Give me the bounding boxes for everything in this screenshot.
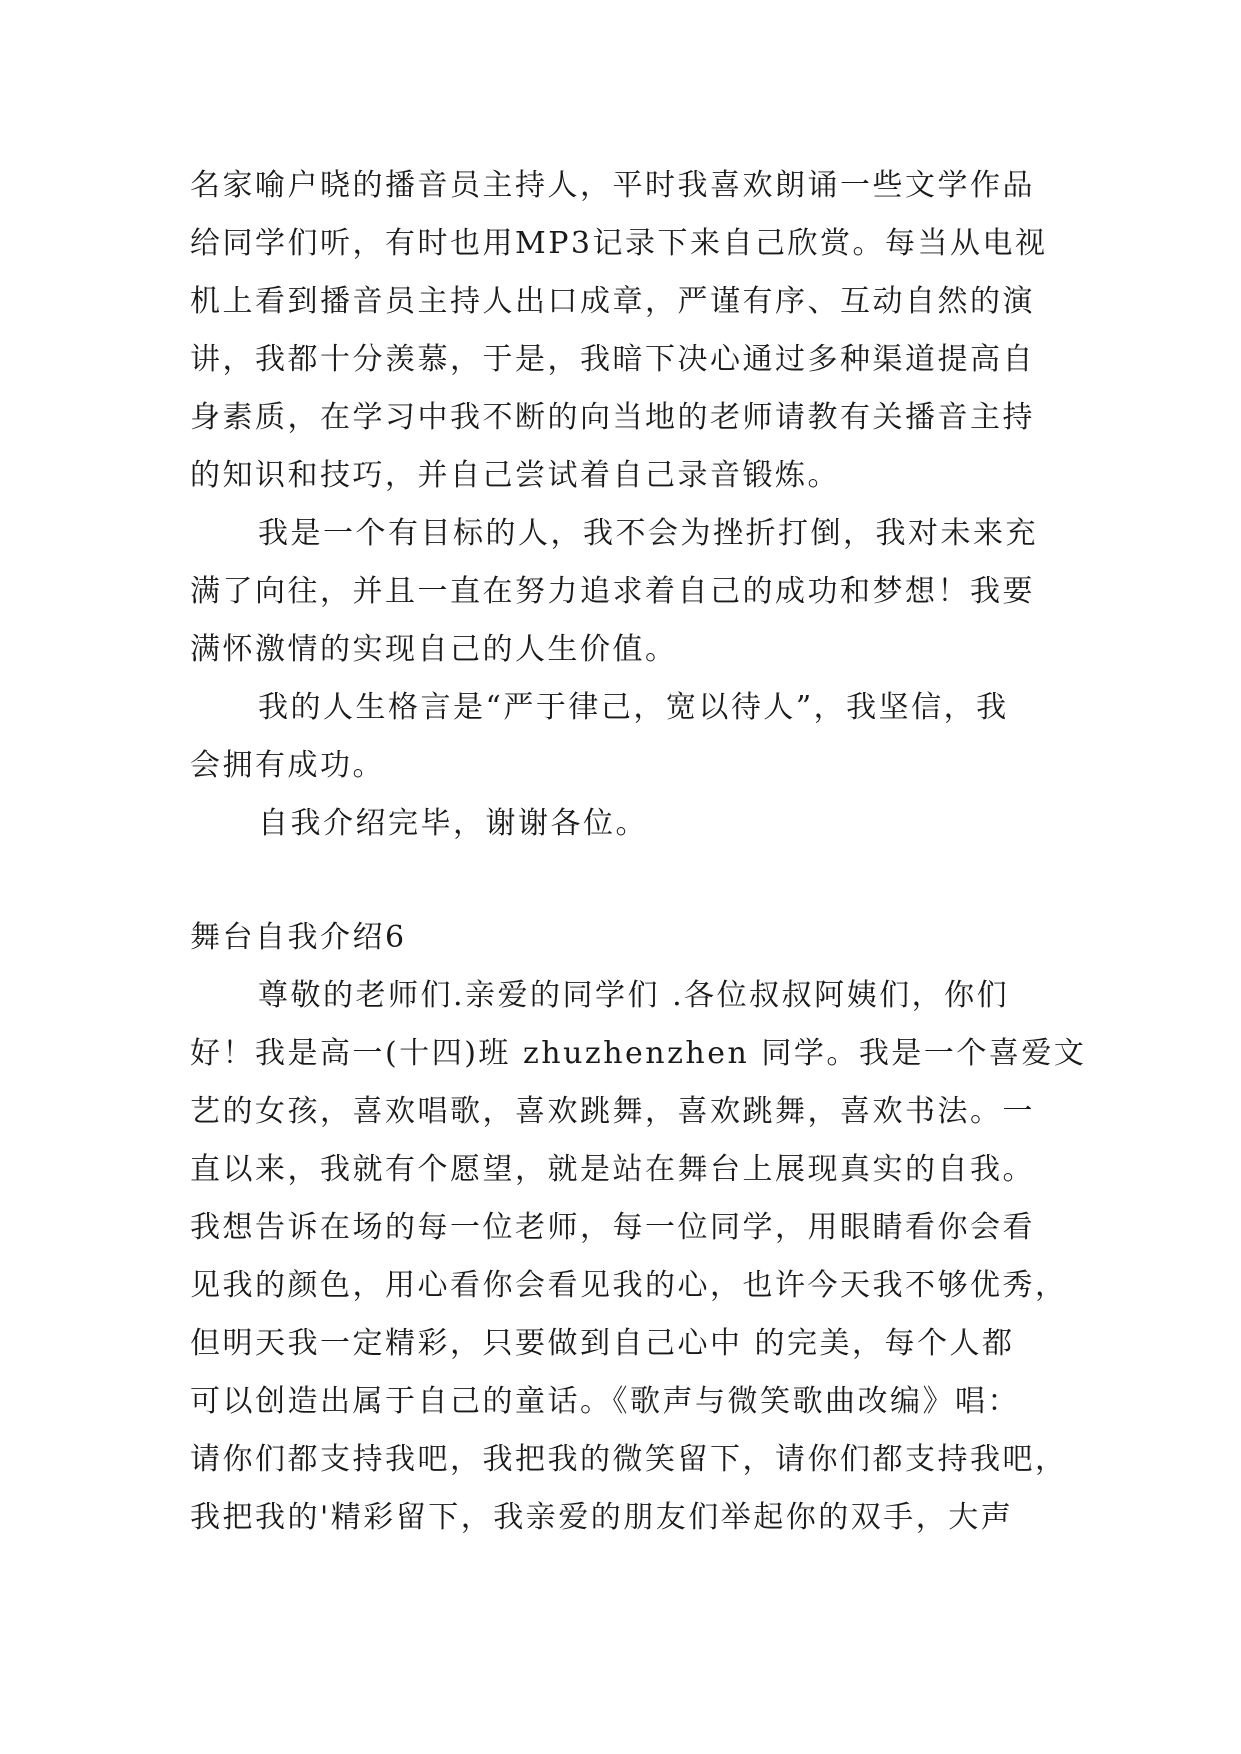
text-line: 名家喻户晓的播音员主持人，平时我喜欢朗诵一些文学作品 (190, 168, 1035, 203)
text-line: 可以创造出属于自己的童话。《歌声与微笑歌曲改编》唱： (190, 1384, 1020, 1419)
text-line: 机上看到播音员主持人出口成章，严谨有序、互动自然的演 (190, 284, 1035, 319)
text-line: 好！我是高一(十四)班 zhuzhenzhen 同学。我是一个喜爱文 (190, 1036, 1087, 1071)
paragraph-start-line: 尊敬的老师们.亲爱的同学们 .各位叔叔阿姨们，你们 (258, 978, 1010, 1013)
text-line: 的知识和技巧，并自己尝试着自己录音锻炼。 (190, 458, 840, 493)
text-line: 满了向往，并且一直在努力追求着自己的成功和梦想！我要 (190, 574, 1035, 609)
paragraph-start-line: 我的人生格言是“严于律己，宽以待人”，我坚信，我 (258, 690, 1009, 725)
text-line: 请你们都支持我吧，我把我的微笑留下，请你们都支持我吧， (190, 1442, 1068, 1477)
text-line: 会拥有成功。 (190, 748, 385, 783)
text-line: 满怀激情的实现自己的人生价值。 (190, 632, 678, 667)
section-heading: 舞台自我介绍6 (190, 920, 407, 955)
text-line: 我想告诉在场的每一位老师，每一位同学，用眼睛看你会看 (190, 1210, 1035, 1245)
text-line: 给同学们听，有时也用MP3记录下来自己欣赏。每当从电视 (190, 226, 1048, 261)
paragraph-start-line: 我是一个有目标的人，我不会为挫折打倒，我对未来充 (258, 516, 1038, 551)
text-line: 直以来，我就有个愿望，就是站在舞台上展现真实的自我。 (190, 1152, 1035, 1187)
text-line: 见我的颜色，用心看你会看见我的心，也许今天我不够优秀， (190, 1268, 1068, 1303)
text-line: 我把我的'精彩留下，我亲爱的朋友们举起你的双手，大声 (190, 1500, 1014, 1535)
text-line: 身素质，在学习中我不断的向当地的老师请教有关播音主持 (190, 400, 1035, 435)
text-line: 但明天我一定精彩，只要做到自己心中 的完美，每个人都 (190, 1326, 1015, 1361)
paragraph-start-line: 自我介绍完毕，谢谢各位。 (258, 806, 648, 841)
text-line: 艺的女孩，喜欢唱歌，喜欢跳舞，喜欢跳舞，喜欢书法。一 (190, 1094, 1035, 1129)
text-line: 讲，我都十分羡慕，于是，我暗下决心通过多种渠道提高自 (190, 342, 1035, 377)
